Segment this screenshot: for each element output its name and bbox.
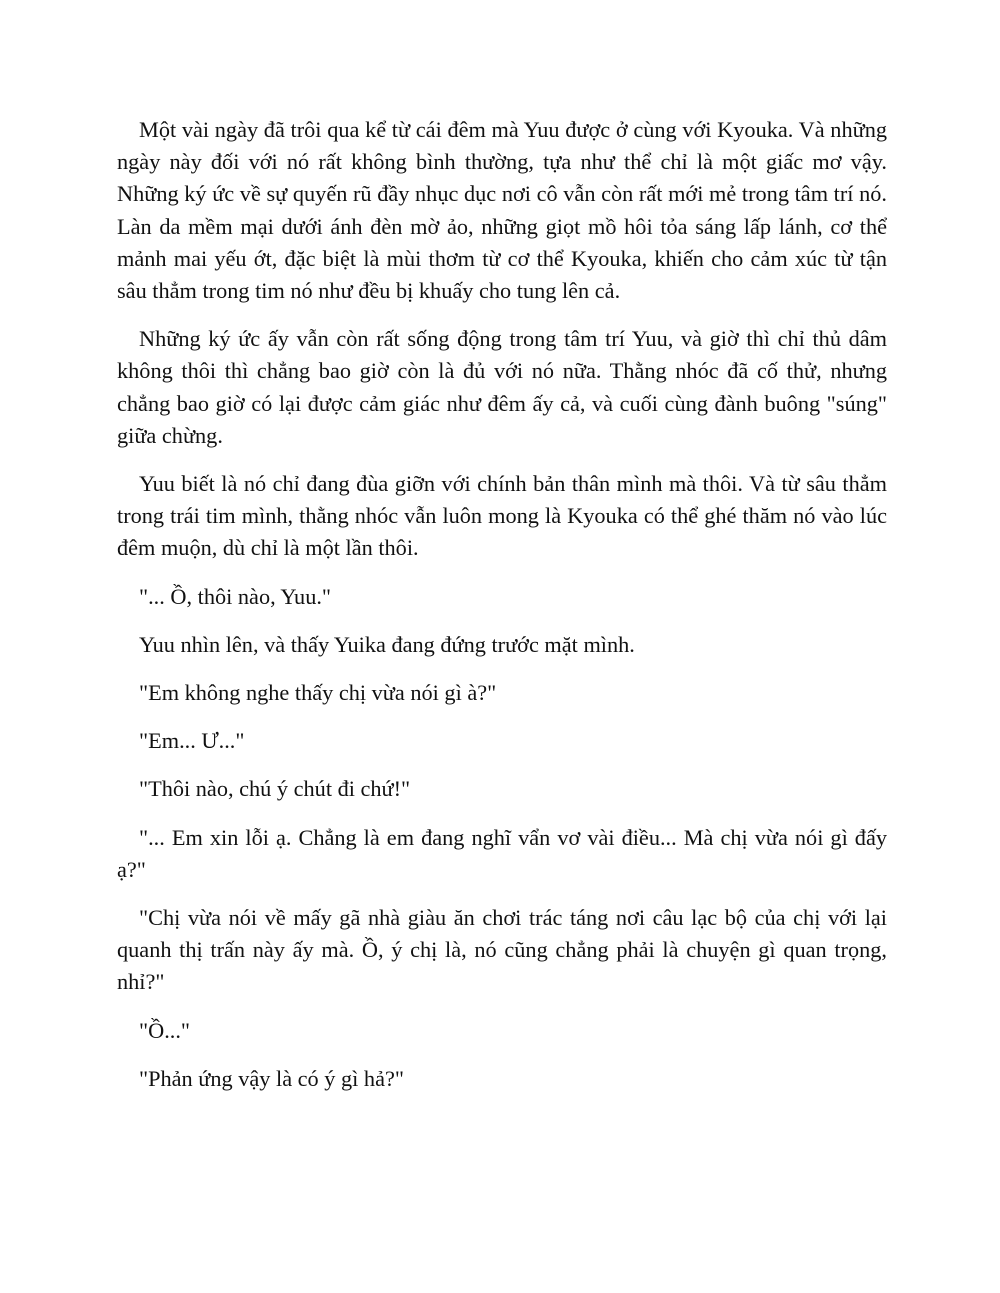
dialogue-line-7: "Ồ..." [139, 1017, 191, 1043]
dialogue-line-1: "... Ồ, thôi nào, Yuu." [139, 583, 332, 609]
dialogue-line-2: "Em không nghe thấy chị vừa nói gì à?" [139, 680, 497, 706]
paragraph-3: Yuu biết là nó chỉ đang đùa giỡn với chính bản thân mình mà thôi. Và từ sâu thẳm trong trái tim mình, thằng nhóc vẫn luôn mong là Kyouka có thể ghé thăm nó vào lúc đêm muộn, dù chỉ là một lần thôi. [117, 471, 887, 561]
dialogue-line-8: "Phản ứng vậy là có ý gì hả?" [139, 1065, 404, 1091]
narration-line-1: Yuu nhìn lên, và thấy Yuika đang đứng trước mặt mình. [139, 631, 635, 657]
paragraph-2: Những ký ức ấy vẫn còn rất sống động trong tâm trí Yuu, và giờ thì chỉ thủ dâm không thôi thì chẳng bao giờ còn là đủ với nó nữa. Thằng nhóc đã cố thử, nhưng chẳng bao giờ có lại được cảm giác như đêm ấy cả, và cuối cùng đành buông "súng" giữa chừng. [117, 326, 887, 448]
paragraph-1: Một vài ngày đã trôi qua kể từ cái đêm mà Yuu được ở cùng với Kyouka. Và những ngày này đối với nó rất không bình thường, tựa như thể chỉ là một giấc mơ vậy. Những ký ức về sự quyến rũ đầy nhục dục nơi cô vẫn còn rất mới mẻ trong tâm trí nó. Làn da mềm mại dưới ánh đèn mờ ảo, những giọt mồ hôi tỏa sáng lấp lánh, cơ thể mảnh mai yếu ớt, đặc biệt là mùi thơm từ cơ thể Kyouka, khiến cho cảm xúc từ tận sâu thẳm trong tim nó như đều bị khuấy cho tung lên cả. [117, 117, 887, 304]
dialogue-line-6: "Chị vừa nói về mấy gã nhà giàu ăn chơi trác táng nơi câu lạc bộ của chị với lại quanh thị trấn này ấy mà. Ồ, ý chị là, nó cũng chẳng phải là chuyện gì quan trọng, nhỉ?" [117, 905, 887, 995]
document-page [117, 114, 887, 1111]
dialogue-line-5: "... Em xin lỗi ạ. Chẳng là em đang nghĩ vẩn vơ vài điều... Mà chị vừa nói gì đấy ạ?" [117, 824, 887, 882]
dialogue-line-3: "Em... Ư..." [139, 728, 245, 754]
dialogue-line-4: "Thôi nào, chú ý chút đi chứ!" [139, 776, 411, 802]
